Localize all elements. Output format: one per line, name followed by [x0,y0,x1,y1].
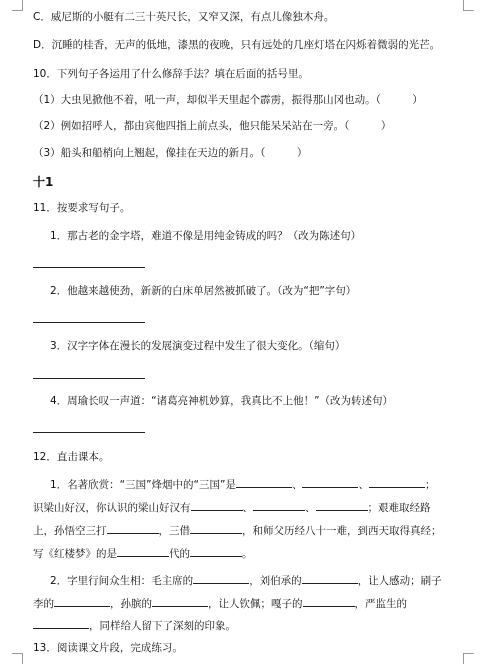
q12-paragraph-2-line-1 [50,572,442,588]
q12-paragraph-2-line-2 [33,595,407,611]
q12-paragraph-1-line-4 [33,545,253,561]
q11-item-4: 4．周瑜长叹一声道：“诸葛亮神机妙算，我真比不上他！”（改为转述句） [50,395,394,407]
page-corner-mark [12,0,23,11]
q12-text: 2．字里行间众生相：毛主席的 [50,575,194,587]
q11-item-2: 2．他越来越使劲，新新的白床单居然被抓破了。（改为“把”字句） [50,285,357,297]
q12-text: ，三借 [158,525,190,537]
fill-blank[interactable] [54,595,110,607]
fill-blank[interactable] [190,522,242,534]
q9-option-c: C．威尼斯的小艇有二三十英尺长，又窄又深，有点儿像独木舟。 [33,11,335,23]
q12-text: ，严监生的 [354,598,407,610]
q12-paragraph-1-line-2 [33,499,431,515]
fill-blank[interactable] [316,499,368,511]
answer-line[interactable] [33,322,145,323]
page-corner-mark [463,653,474,664]
q12-separator: 、 [291,479,303,491]
q12-text: 上，孙悟空三打 [33,525,107,537]
fill-blank[interactable] [369,476,425,488]
fill-blank[interactable] [302,476,358,488]
q12-title: 12．直击课本。 [33,451,110,463]
fill-blank[interactable] [303,595,355,607]
q10-sentence-2: （2）例如招呼人，都由宾他四指上前点头，他只能呆呆站在一旁。（ ） [33,120,392,132]
q12-text: ，孙膑的 [110,598,152,610]
q10-title: 10．下列句子各运用了什么修辞手法？填在后面的括号里。 [33,68,309,80]
fill-blank[interactable] [193,572,249,584]
q12-separator: 、 [305,502,316,514]
q12-text: 代的 [169,548,190,560]
page-corner-mark [12,653,23,664]
q12-text: ，和师父历经八十一难，到西天取得真经； [242,525,442,537]
q12-text: 写《红楼梦》的是 [33,548,117,560]
q12-paragraph-2-line-3 [33,617,236,633]
answer-line[interactable] [33,267,145,268]
fill-blank[interactable] [253,499,305,511]
answer-line[interactable] [33,432,145,433]
q12-text: 1．名著欣赏：“三国”烽烟中的“三国”是 [50,479,236,491]
q12-text: ； [424,479,436,491]
fill-blank[interactable] [236,476,292,488]
page-corner-mark [463,0,474,11]
q11-item-1: 1．那古老的金字塔，难道不像是用纯金铸成的吗？（改为陈述句） [50,230,362,242]
fill-blank[interactable] [33,617,89,629]
q13-title: 13．阅读课文片段，完成练习。 [33,642,183,654]
q12-paragraph-1-line-3 [33,522,442,538]
q12-text: ，让人感动；刷子 [357,575,442,587]
q11-item-3: 3．汉字字体在漫长的发展演变过程中发生了很大变化。（缩句） [50,340,346,352]
section-label: 十1 [33,175,54,189]
q12-text: ，同样给人留下了深刻的印象。 [89,620,236,632]
fill-blank[interactable] [191,499,243,511]
q12-text: ，让人钦佩；嘎子的 [208,598,303,610]
fill-blank[interactable] [190,545,242,557]
fill-blank[interactable] [107,522,159,534]
q9-option-d: D．沉睡的桂香，无声的低地，漆黑的夜晚，只有远处的几座灯塔在闪烁着微弱的光芒。 [33,39,441,51]
fill-blank[interactable] [302,572,358,584]
q12-text: ；艰难取经路 [367,502,431,514]
q12-paragraph-1-line-1 [50,476,435,492]
answer-line[interactable] [33,378,145,379]
q11-title: 11．按要求写句子。 [33,202,131,214]
q10-sentence-3: （3）船头和船梢向上翘起，像挂在天边的新月。（ ） [33,147,308,159]
q12-text: 识梁山好汉，你认识的梁山好汉有 [33,502,191,514]
q12-separator: 、 [358,479,369,491]
q12-text: 李的 [33,598,54,610]
fill-blank[interactable] [117,545,169,557]
q12-separator: 、 [242,502,253,514]
q12-text: ，刘伯承的 [249,575,302,587]
fill-blank[interactable] [152,595,208,607]
q12-text: 。 [242,548,253,560]
q10-sentence-1: （1）大虫见掀他不着，吼一声，却似半天里起个霹雳，振得那山冈也动。（ ） [33,94,423,106]
